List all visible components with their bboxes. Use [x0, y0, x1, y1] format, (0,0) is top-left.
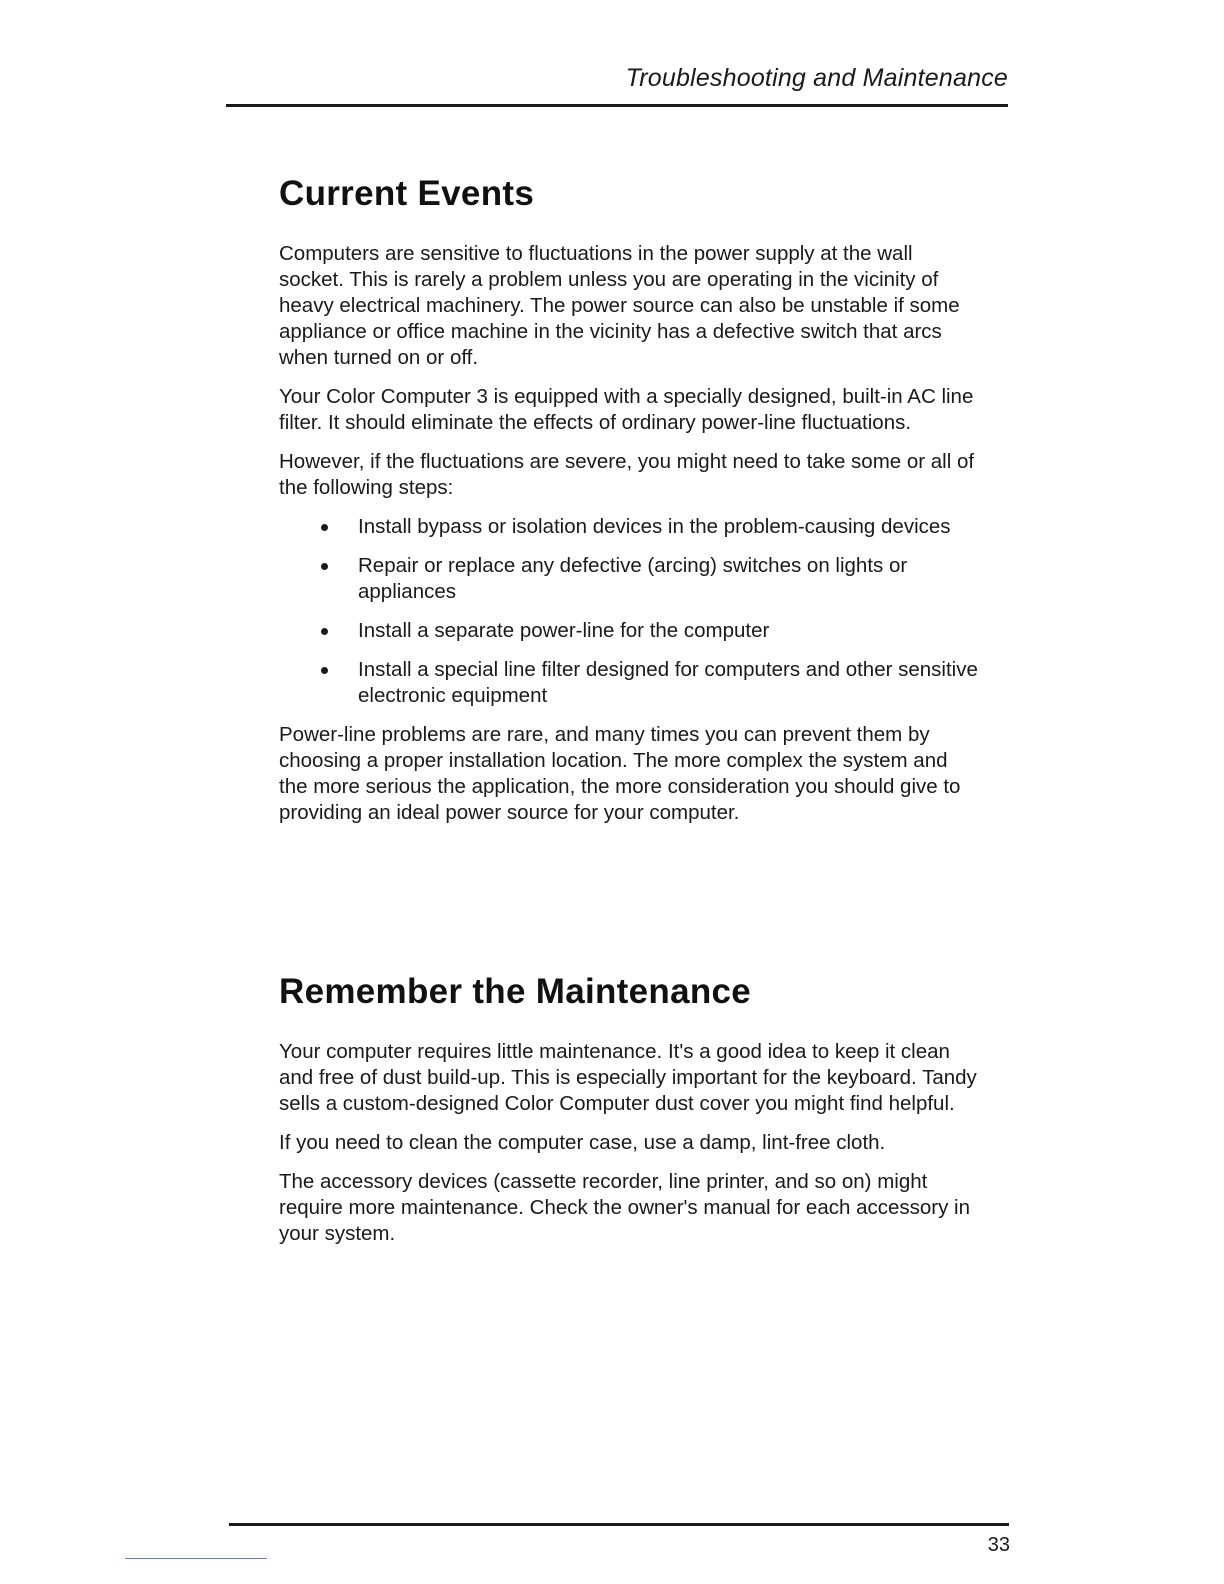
list-item-text: Repair or replace any defective (arcing) switches on lights or appliances — [358, 554, 908, 603]
heading-remember-maintenance: Remember the Maintenance — [279, 972, 752, 1011]
page-number: 33 — [987, 1534, 1010, 1556]
section-remember-maintenance — [279, 1039, 979, 1260]
paragraph: Power-line problems are rare, and many times you can prevent them by choosing a proper installation location. The more complex the system and the more serious the application, the more consideration you should give to providing an ideal power source for your computer. — [279, 723, 961, 824]
list-item-text: Install bypass or isolation devices in the problem-causing devices — [358, 515, 951, 538]
bullet-dot-icon — [321, 667, 328, 674]
header-rule — [226, 104, 1008, 107]
list-item — [279, 657, 979, 709]
paragraph: Computers are sensitive to fluctuations in the power supply at the wall socket. This is rarely a problem unless you are operating in the vicinity of heavy electrical machinery. The power source can also be unstable if some appliance or office machine in the vicinity has a defective switch that arcs when turned on or off. — [279, 242, 960, 369]
running-header: Troubleshooting and Maintenance — [625, 64, 1008, 92]
list-item — [279, 553, 979, 605]
steps-list — [279, 514, 979, 709]
bullet-dot-icon — [321, 563, 328, 570]
paragraph: Your Color Computer 3 is equipped with a specially designed, built-in AC line filter. It should eliminate the effects of ordinary power-line fluctuations. — [279, 385, 974, 434]
heading-current-events: Current Events — [279, 174, 535, 213]
paragraph: Your computer requires little maintenance. It's a good idea to keep it clean and free of dust build-up. This is especially important for the keyboard. Tandy sells a custom-designed Color Computer dust cover you might find helpful. — [279, 1040, 977, 1115]
paragraph: The accessory devices (cassette recorder, line printer, and so on) might require more maintenance. Check the owner's manual for each accessory in your system. — [279, 1170, 971, 1245]
list-item — [279, 618, 979, 644]
scan-edge-line — [125, 1558, 267, 1559]
section-current-events — [279, 241, 979, 839]
bullet-dot-icon — [321, 524, 328, 531]
paragraph: If you need to clean the computer case, use a damp, lint-free cloth. — [279, 1131, 886, 1154]
bullet-dot-icon — [321, 628, 328, 635]
list-item-text: Install a special line filter designed for computers and other sensitive electronic equipment — [358, 658, 978, 707]
footer-rule — [229, 1523, 1009, 1526]
list-item — [279, 514, 979, 540]
list-item-text: Install a separate power-line for the computer — [358, 619, 770, 642]
paragraph: However, if the fluctuations are severe, you might need to take some or all of the following steps: — [279, 450, 975, 499]
